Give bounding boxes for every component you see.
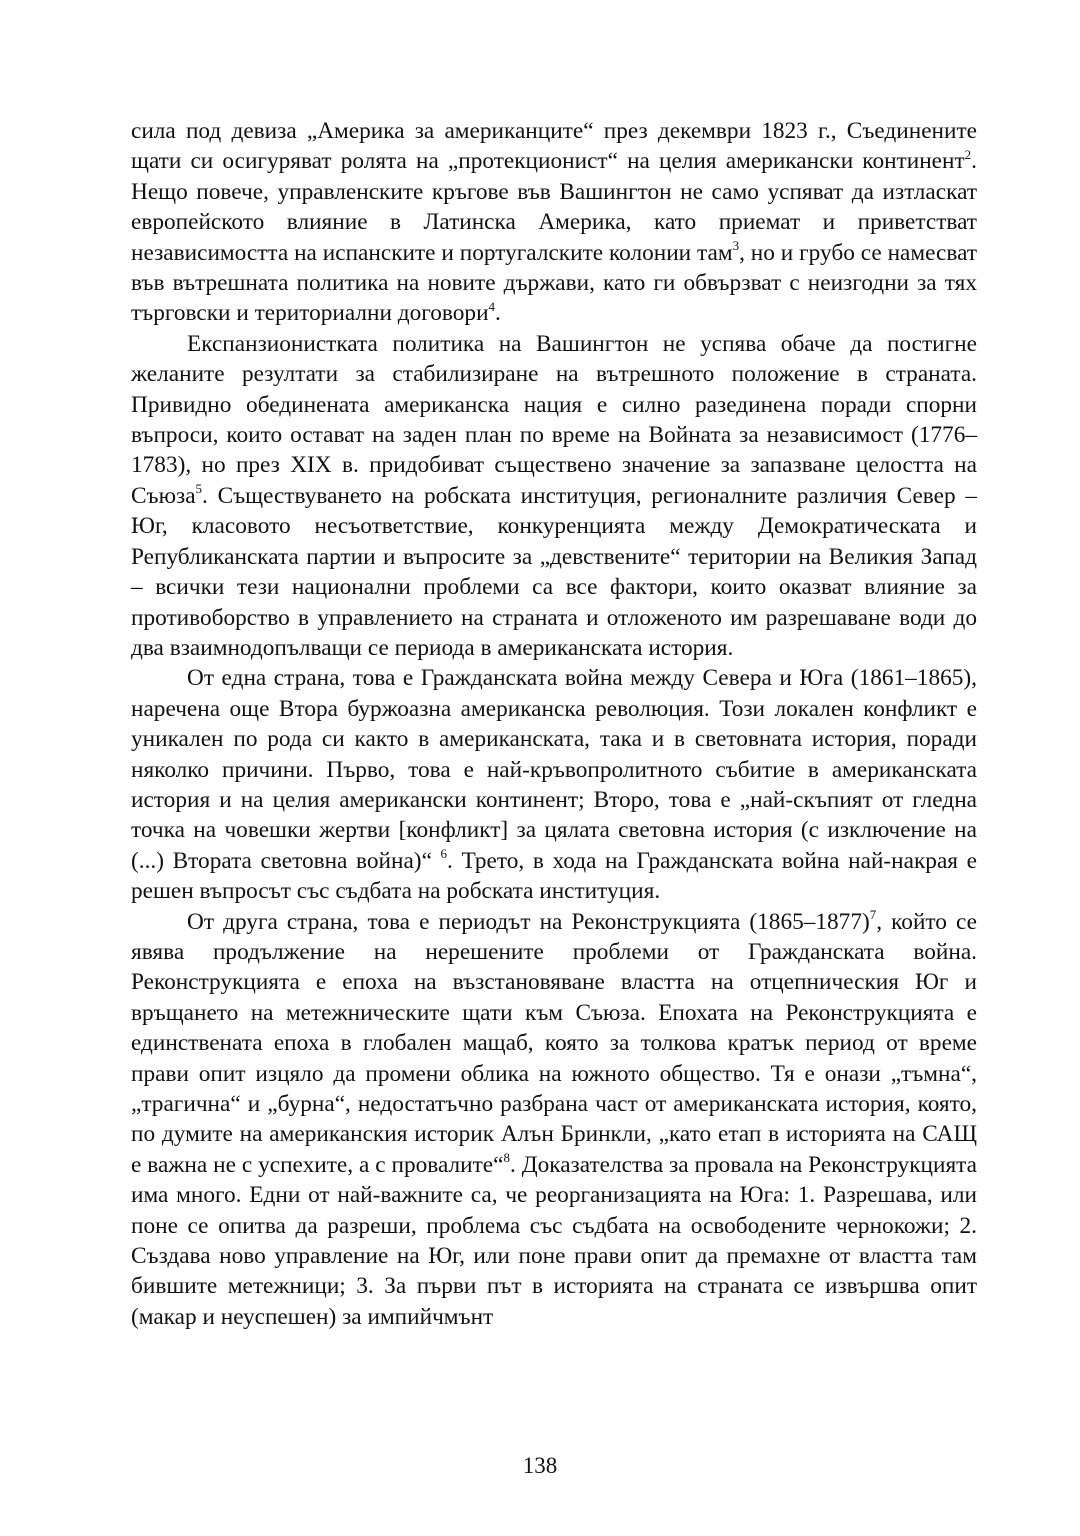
footnote-ref-3: 3 (732, 237, 740, 253)
paragraph-3-text-1: От една страна, това е Гражданската война между Севера и Юга (1861–1865), наречена още Втора буржоазна американска революция. Този локален конфликт е уникален по рода си както в американската, така и в световната история, поради няколко причини. Първо, това е най-кръвопролитното събитие в американската история и на целия американски континент; Второ, това е „най-скъпият от гледна точка на човешки жертви [конфликт] за цялата световна история (с изключение на (...) Втората световна война)“ (131, 665, 977, 874)
paragraph-1 (131, 116, 977, 329)
footnote-ref-7: 7 (869, 906, 877, 922)
footnote-ref-5: 5 (195, 481, 203, 497)
paragraph-4-text-2: , който се явява продължение на нерешените проблеми от Гражданската война. Реконструкцията е епоха на възстановяване властта на отцепническия Юг и връщането на метежническите щати към Съюза. Епохата на Реконструкцията е единствената епоха в глобален мащаб, която за толкова кратък период от време прави опит изцяло да промени облика на южното общество. Тя е онази „тъмна“, „трагична“ и „бурна“, недостатъчно разбрана част от американската история, която, по думите на американския историк Алън Бринкли, „като етап в историята на САЩ е важна не с успехите, а с провалите“ (131, 908, 977, 1178)
footnote-ref-4: 4 (488, 298, 496, 314)
paragraph-4-text-1: От друга страна, това е периодът на Реконструкцията (1865–1877) (187, 908, 870, 935)
page-number: 138 (522, 1453, 558, 1478)
paragraph-3-text-2: . Трето, в хода на Гражданската война най-накрая е решен въпросът със съдбата на робската институция. (131, 847, 977, 905)
paragraph-1-text-2: . Нещо повече, управленските кръгове във Вашингтон не само успяват да изтласкат европейското влияние в Латинска Америка, като приемат и приветстват независимостта на испанските и португалските колонии там (131, 148, 977, 266)
paragraph-2-text-1: Експанзионистката политика на Вашингтон не успява обаче да постигне желаните резултати за стабилизиране на вътрешното положение в страната. Привидно обединената американска нация е силно разединена поради спорни въпроси, които остават на заден план по време на Войната за независимост (1776–1783), но през XIX в. придобиват съществено значение за запазване целостта на Съюза (131, 330, 977, 509)
paragraph-2 (131, 329, 977, 663)
paragraph-1-text-1: сила под девиза „Америка за американците“ през декември 1823 г., Съединените щати си осигуряват ролята на „протекционист“ на целия американски континент (131, 118, 977, 175)
paragraph-2-text-2: . Съществуването на робската институция, регионалните различия Север – Юг, класовото несъответствие, конкуренцията между Демократическата и Републиканската партии и въпросите за „девствените“ територии на Великия Запад – всички тези национални проблеми са все фактори, които оказват влияние за противоборство в управлението на страната и отложеното им разрешаване води до два взаимнодопълващи се периода в американската история. (131, 482, 977, 661)
paragraph-3 (131, 663, 977, 906)
footnote-ref-6: 6 (440, 845, 448, 861)
document-body (131, 116, 977, 1332)
paragraph-1-text-3: , но и грубо се намесват във вътрешната политика на новите държави, като ги обвързват с неизгодни за тях търговски и териториални договори (131, 239, 978, 327)
paragraph-1-text-4: . (495, 300, 501, 327)
footnote-ref-8: 8 (503, 1150, 510, 1166)
paragraph-4-text-3: . Доказателства за провала на Реконструкцията има много. Едни от най-важните са, че реорганизацията на Юга: 1. Разрешава, или поне се опитва да разреши, проблема със съдбата на освободените чернокожи; 2. Създава ново управление на Юг, или поне прави опит да премахне от властта там бившите метежници; 3. За първи път в историята на страната се извършва опит (макар и неуспешен) за импийчмънт (131, 1151, 977, 1330)
paragraph-4 (131, 907, 977, 1333)
footnote-ref-2: 2 (964, 146, 972, 162)
